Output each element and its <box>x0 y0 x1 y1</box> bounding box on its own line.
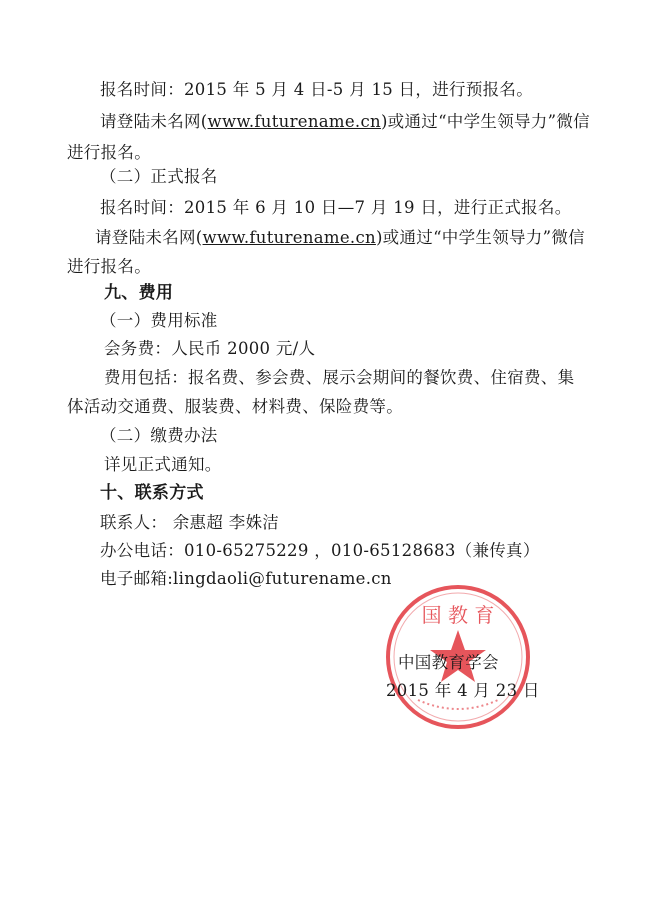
signature-organization: 中国教育学会 <box>398 653 499 672</box>
fee-includes-cont: 体活动交通费、服装费、材料费、保险费等。 <box>67 397 403 416</box>
pre-registration-instruction-cont: 进行报名。 <box>67 143 151 162</box>
pre-registration-instruction <box>100 111 590 133</box>
office-phone: 办公电话：010-65275229 ，010-65128683（兼传真） <box>100 541 540 560</box>
seal-text: 国 教 育 <box>421 603 495 627</box>
section-fees-heading: 九、费用 <box>104 283 174 303</box>
conference-fee: 会务费：人民币 2000 元/人 <box>104 339 316 358</box>
website-link[interactable]: www.futurename.cn <box>202 228 376 247</box>
instruction-text-start: 请登陆未名网( <box>95 228 203 247</box>
fee-includes: 费用包括：报名费、参会费、展示会期间的餐饮费、住宿费、集 <box>104 368 575 387</box>
pre-registration-time: 报名时间：2015 年 5 月 4 日-5 月 15 日，进行预报名。 <box>100 80 534 99</box>
section-contact-heading: 十、联系方式 <box>100 483 204 503</box>
website-link[interactable]: www.futurename.cn <box>207 112 381 131</box>
fee-standard-heading: （一）费用标准 <box>100 311 218 330</box>
instruction-text-start: 请登陆未名网( <box>100 112 208 131</box>
formal-registration-time: 报名时间：2015 年 6 月 10 日—7 月 19 日，进行正式报名。 <box>100 198 572 217</box>
payment-method-detail: 详见正式通知。 <box>104 455 222 474</box>
signature-date: 2015 年 4 月 23 日 <box>386 681 540 700</box>
formal-registration-instruction-cont: 进行报名。 <box>67 257 151 276</box>
instruction-text-end: )或通过“中学生领导力”微信 <box>380 112 590 131</box>
contact-persons: 联系人： 余惠超 李姝洁 <box>100 513 280 532</box>
formal-registration-instruction <box>95 227 585 249</box>
formal-registration-heading: （二）正式报名 <box>100 167 218 186</box>
email: 电子邮箱:lingdaoli@futurename.cn <box>100 569 392 588</box>
payment-method-heading: （二）缴费办法 <box>100 426 218 445</box>
instruction-text-end: )或通过“中学生领导力”微信 <box>375 228 585 247</box>
